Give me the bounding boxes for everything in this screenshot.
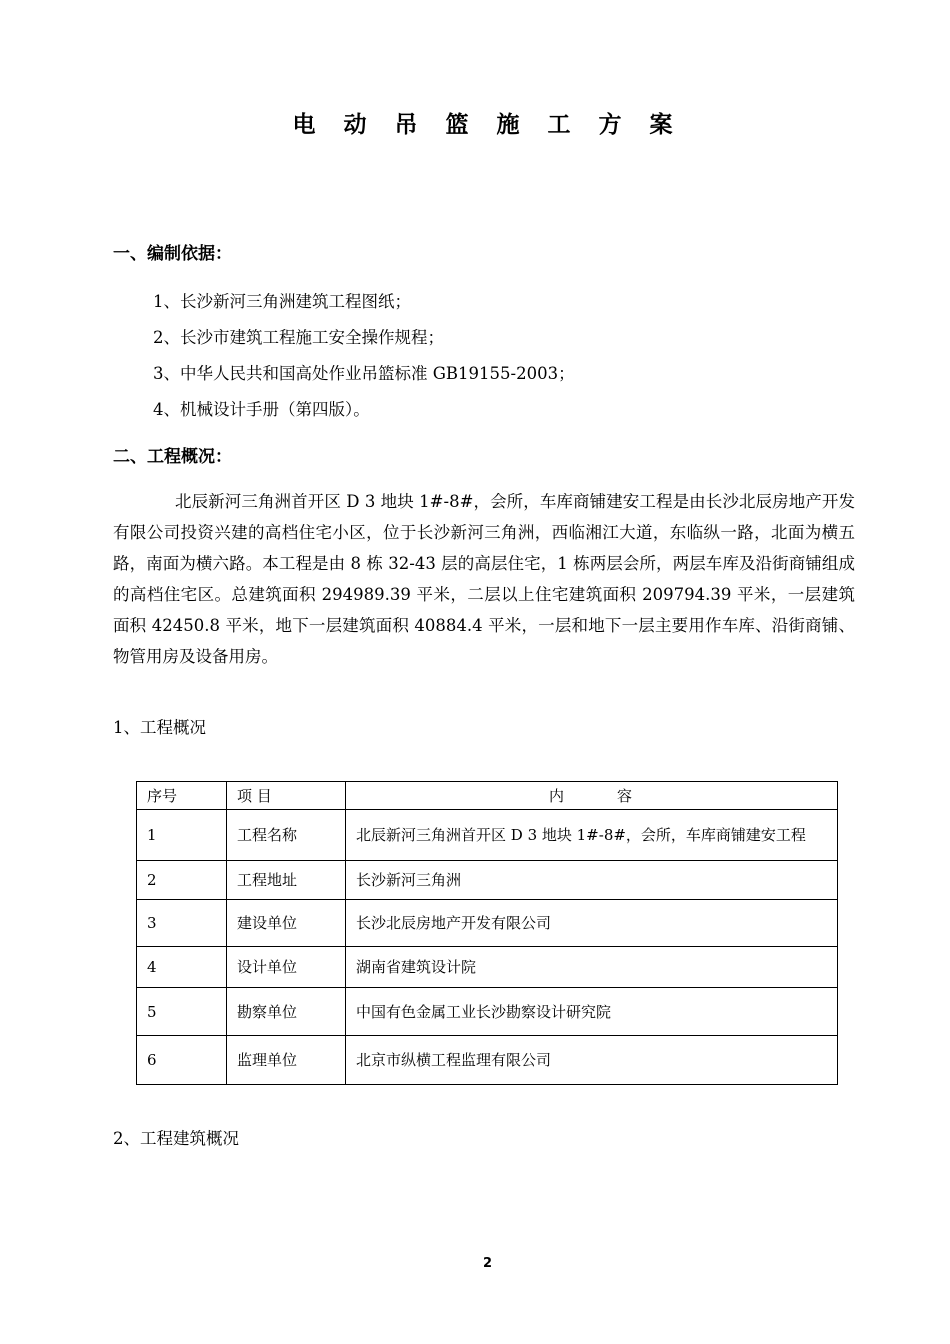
table-header-cell: 序号	[137, 782, 227, 810]
table-row	[137, 947, 838, 988]
table-cell: 设计单位	[227, 947, 346, 988]
table-cell: 监理单位	[227, 1036, 346, 1085]
section-heading-basis: 一、编制依据：	[113, 244, 232, 264]
project-info-table	[136, 781, 838, 1085]
table-cell: 北京市纵横工程监理有限公司	[346, 1036, 838, 1085]
table-row	[137, 900, 838, 947]
table-row	[137, 1036, 838, 1085]
table-cell: 1	[137, 810, 227, 861]
basis-item-3: 3、中华人民共和国高处作业吊篮标准 GB19155-2003；	[153, 364, 575, 383]
table-cell: 建设单位	[227, 900, 346, 947]
subheading-building-overview: 2、工程建筑概况	[113, 1129, 239, 1148]
table-header-cell: 项 目	[227, 782, 346, 810]
basis-item-4: 4、机械设计手册（第四版）。	[153, 400, 370, 419]
table-cell: 工程名称	[227, 810, 346, 861]
subheading-project-overview: 1、工程概况	[113, 718, 206, 737]
table-cell: 4	[137, 947, 227, 988]
table-cell: 勘察单位	[227, 988, 346, 1036]
table-cell: 长沙新河三角洲	[346, 861, 838, 900]
table-row	[137, 861, 838, 900]
table-cell: 长沙北辰房地产开发有限公司	[346, 900, 838, 947]
table-header-cell: 内 容	[346, 782, 838, 810]
page-number: 2	[482, 1256, 493, 1271]
section-heading-overview: 二、工程概况：	[113, 447, 232, 467]
overview-paragraph: 北辰新河三角洲首开区 D 3 地块 1#-8#，会所，车库商铺建安工程是由长沙北辰房地产开发有限公司投资兴建的高档住宅小区，位于长沙新河三角洲，西临湘江大道，东临纵一路，北面为横五路，南面为横六路。本工程是由 8 栋 32-43 层的高层住宅，1 栋两层会所，两层车库及沿街商铺组成的高档住宅区。总建筑面积 294989.39 平米，二层以上住宅建筑面积 209794.39 平米，一层建筑面积 42450.8 平米，地下一层建筑面积 40884.4 平米，一层和地下一层主要用作车库、沿街商铺、物管用房及设备用房。	[113, 492, 855, 666]
table-cell: 中国有色金属工业长沙勘察设计研究院	[346, 988, 838, 1036]
table-cell: 2	[137, 861, 227, 900]
table-cell: 北辰新河三角洲首开区 D 3 地块 1#-8#，会所，车库商铺建安工程	[346, 810, 838, 861]
basis-item-1: 1、长沙新河三角洲建筑工程图纸；	[153, 292, 411, 311]
table-cell: 湖南省建筑设计院	[346, 947, 838, 988]
table-row	[137, 810, 838, 861]
table-header-row	[137, 782, 838, 810]
table-cell: 5	[137, 988, 227, 1036]
document-title: 电 动 吊 篮 施 工 方 案	[292, 112, 683, 138]
table-cell: 3	[137, 900, 227, 947]
basis-item-2: 2、长沙市建筑工程施工安全操作规程；	[153, 328, 444, 347]
table-cell: 工程地址	[227, 861, 346, 900]
table-cell: 6	[137, 1036, 227, 1085]
table-row	[137, 988, 838, 1036]
